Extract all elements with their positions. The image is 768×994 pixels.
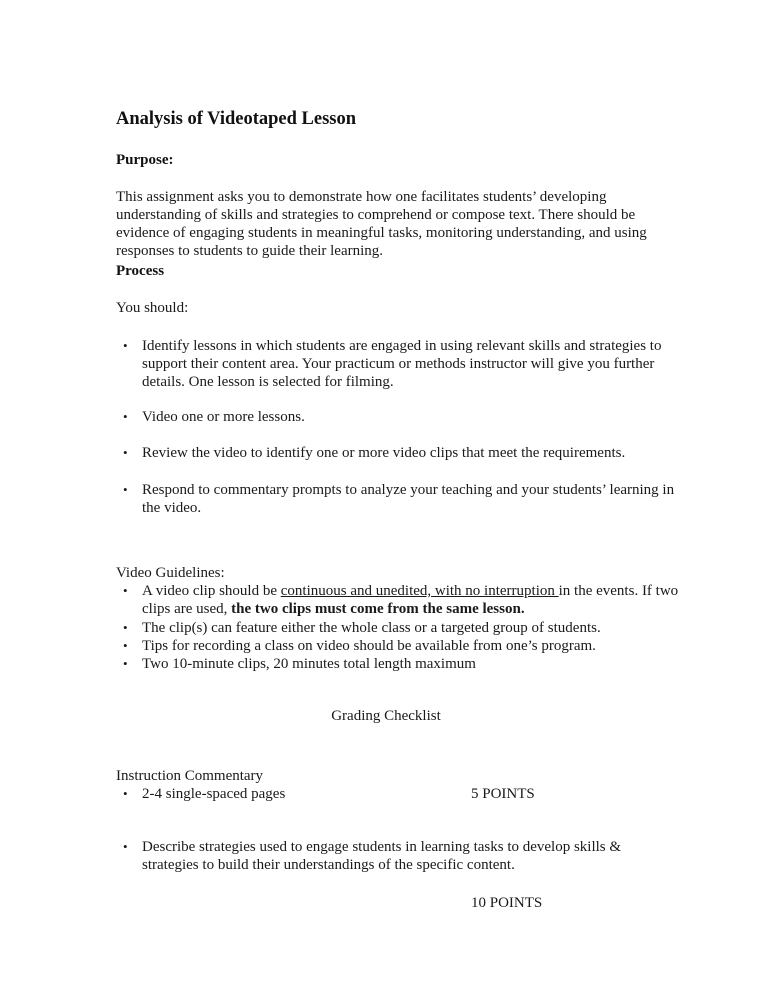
bullet-icon: •	[123, 583, 128, 598]
guideline-item-text: The clip(s) can feature either the whole class or a targeted group of students.	[142, 620, 601, 636]
bullet-icon: •	[123, 482, 128, 497]
process-heading: Process	[116, 263, 165, 279]
guideline-item-text: A video clip should be continuous and unedited, with no interruption in the events. If two clips are used, the two clips must come from the same lesson.	[142, 583, 679, 617]
process-item-text: Review the video to identify one or more video clips that meet the requirements.	[142, 445, 626, 461]
grading-item-points: 10 POINTS	[471, 895, 543, 911]
guideline-item-text: Tips for recording a class on video should be available from one’s program.	[142, 638, 596, 654]
underlined-emphasis: continuous and unedited, with no interruption	[280, 583, 559, 599]
grading-item-text: Describe strategies used to engage students in learning tasks to develop skills & strategies to build their understandings of the specific content.	[142, 839, 622, 873]
process-item-text: Identify lessons in which students are engaged in using relevant skills and strategies to support their content area. Your practicum or methods instructor will give you further details. One lesson is selected for filming.	[142, 338, 662, 390]
grading-item-points: 5 POINTS	[471, 786, 535, 802]
bullet-icon: •	[123, 338, 128, 353]
process-item-text: Video one or more lessons.	[142, 409, 305, 425]
purpose-paragraph: This assignment asks you to demonstrate how one facilitates students’ developing understanding of skills and strategies to comprehend or compose text. There should be evidence of engaging students in meaningful tasks, monitoring understanding, and using responses to students to guide their learning.	[116, 189, 647, 259]
grading-checklist-heading: Grading Checklist	[331, 708, 441, 724]
bullet-icon: •	[123, 786, 128, 801]
bullet-icon: •	[123, 638, 128, 653]
bullet-icon: •	[123, 839, 128, 854]
process-item-text: Respond to commentary prompts to analyze your teaching and your students’ learning in the video.	[142, 482, 675, 516]
bullet-icon: •	[123, 445, 128, 460]
document-title: Analysis of Videotaped Lesson	[116, 109, 357, 129]
bullet-icon: •	[123, 409, 128, 424]
bullet-icon: •	[123, 620, 128, 635]
purpose-heading: Purpose:	[116, 152, 174, 168]
grading-item-text: 2-4 single-spaced pages	[142, 786, 286, 802]
bold-emphasis: the two clips must come from the same lesson.	[231, 601, 525, 617]
instruction-commentary-heading: Instruction Commentary	[116, 768, 264, 784]
bullet-icon: •	[123, 656, 128, 671]
guideline-item-text: Two 10-minute clips, 20 minutes total length maximum	[142, 656, 476, 672]
video-guidelines-heading: Video Guidelines:	[116, 565, 225, 581]
process-intro: You should:	[116, 300, 189, 316]
